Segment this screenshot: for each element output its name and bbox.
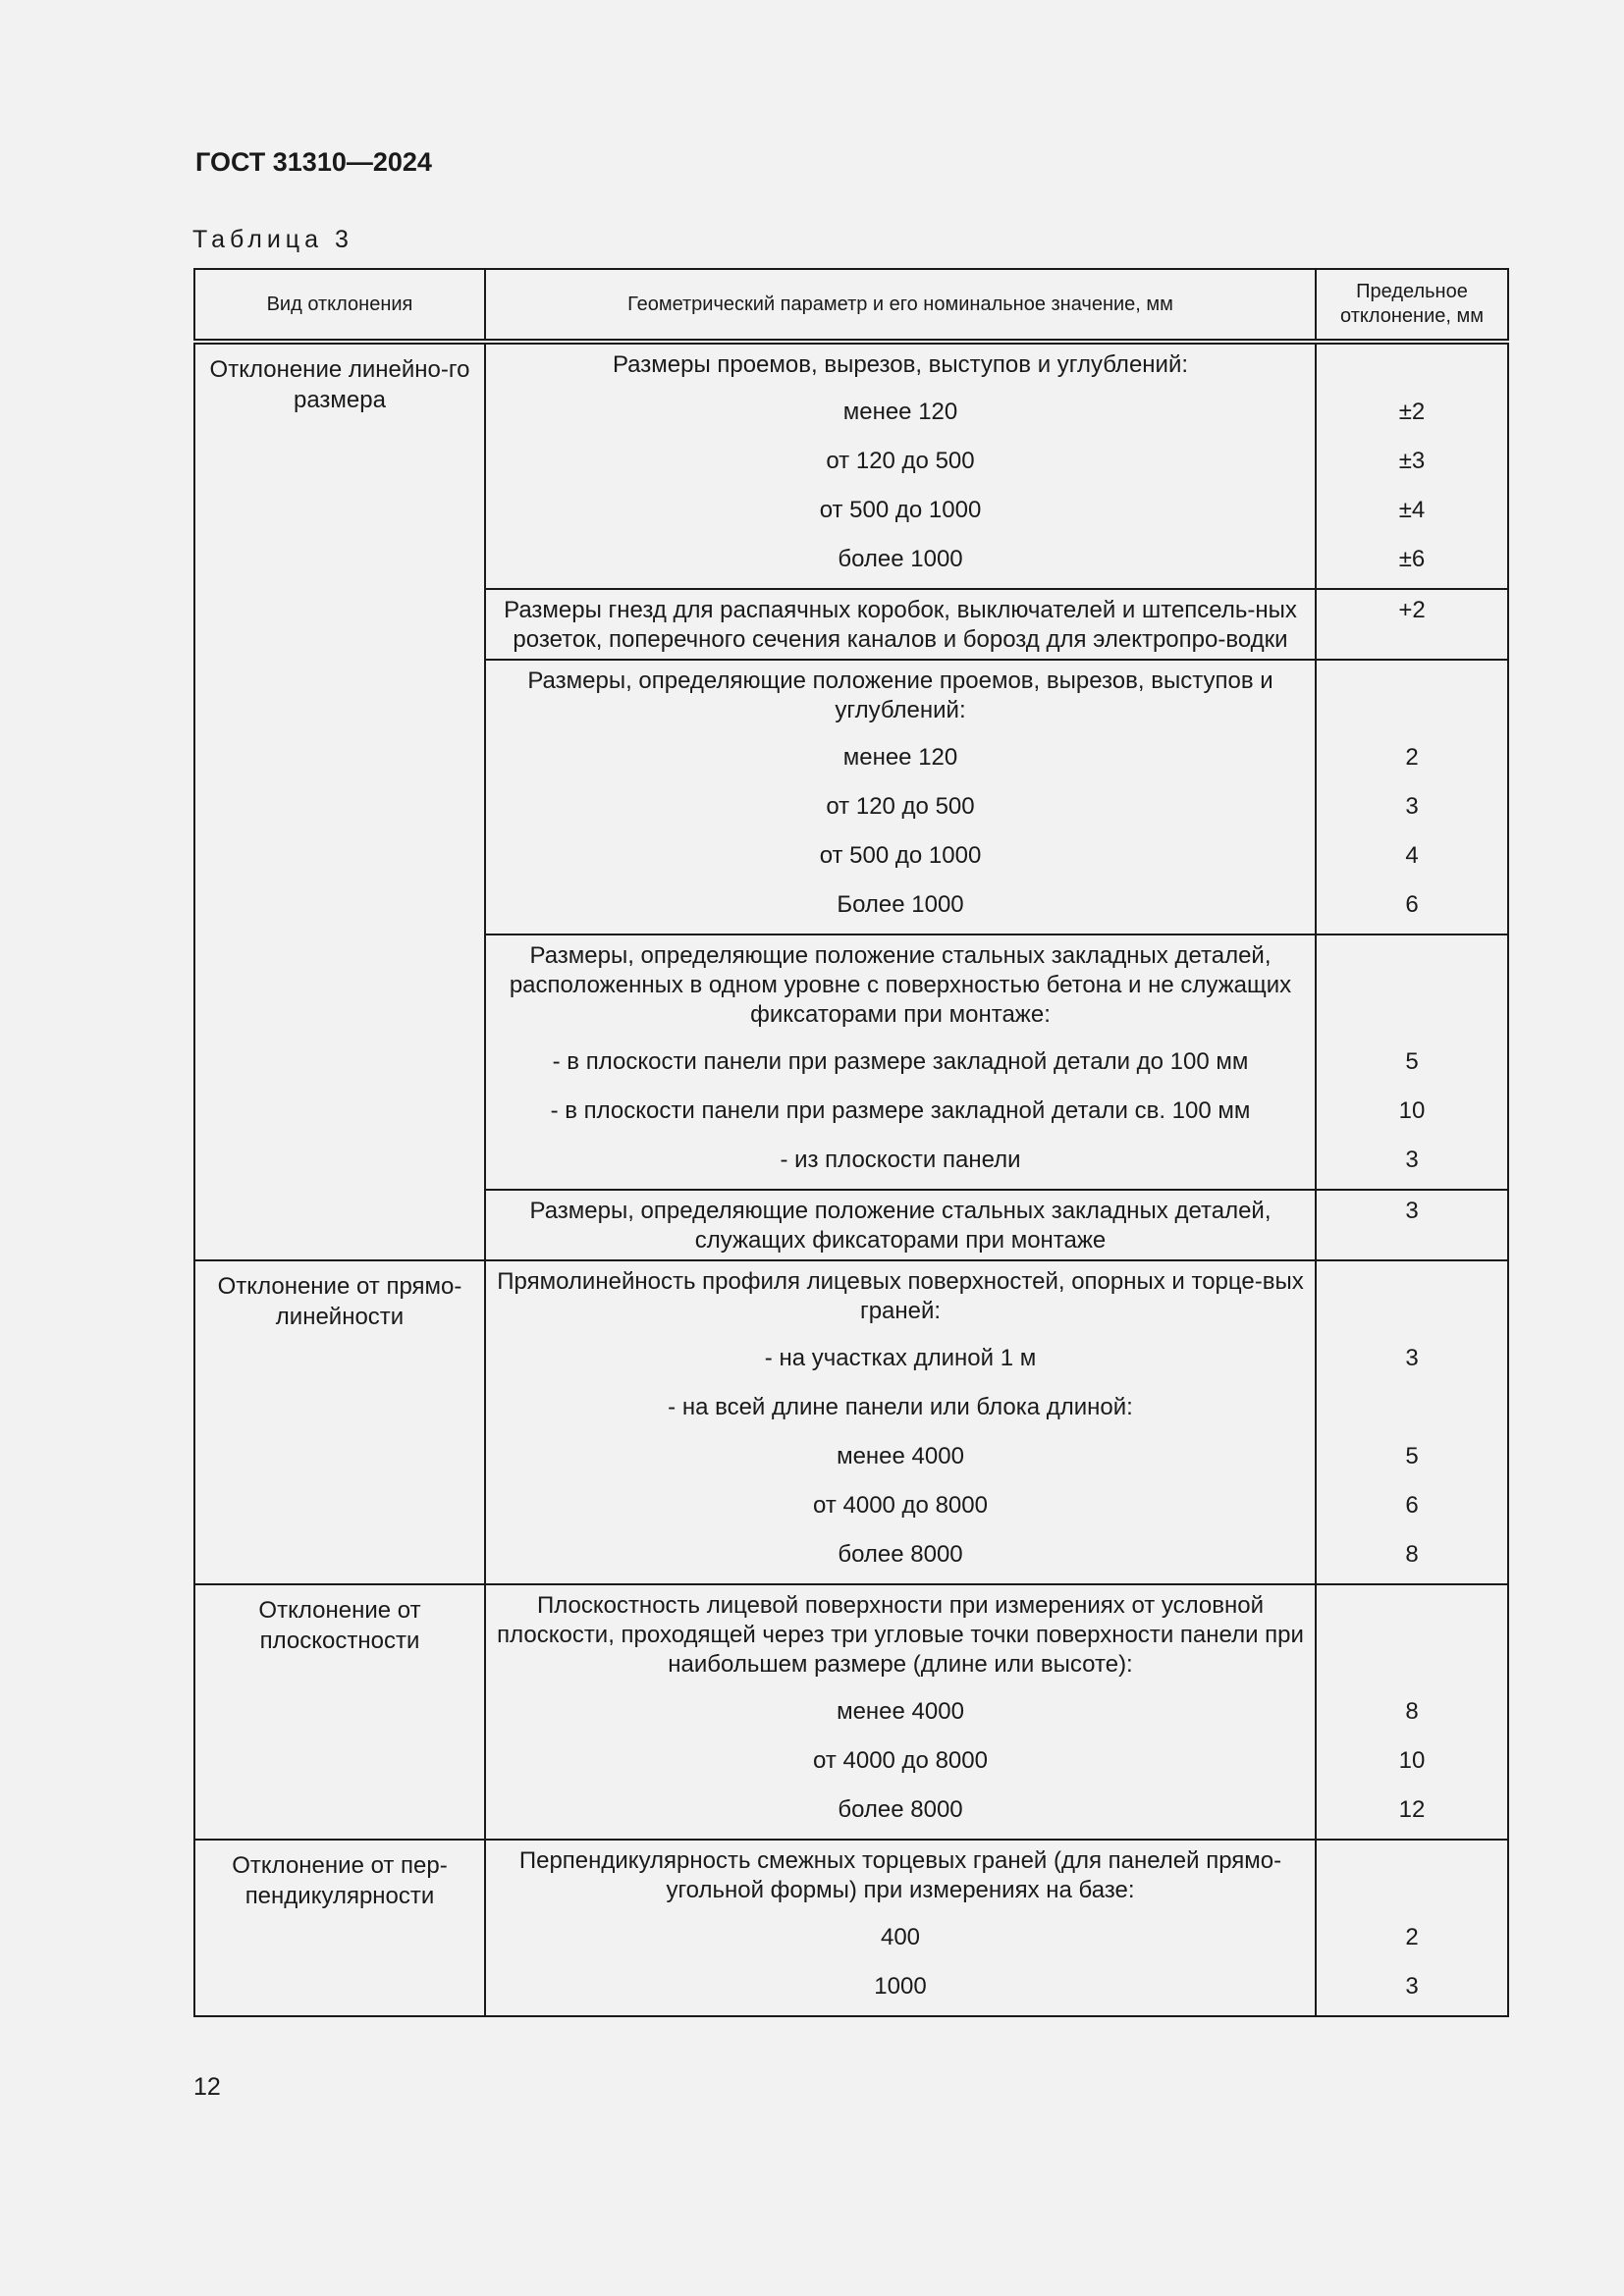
parameter-value: - на всей длине панели или блока длиной:: [668, 1394, 1133, 1420]
table-row: [194, 1840, 1508, 2016]
parameter-title-row: [486, 1585, 1507, 1687]
document-header: ГОСТ 31310—2024: [195, 147, 432, 177]
tolerance-value: +2: [1316, 590, 1507, 659]
parameter-value: - на участках длиной 1 м: [764, 1345, 1037, 1371]
deviation-kind: Отклонение от пер-пендикулярности: [194, 1840, 485, 2016]
parameter-list: [486, 1585, 1507, 1839]
deviation-kind: Отклонение от плоскостности: [194, 1584, 485, 1840]
parameter-title: Размеры, определяющие положение проемов, вырезов, выступов и углублений:: [527, 667, 1273, 723]
parameter-row: [486, 1136, 1507, 1189]
parameter-block: [485, 1260, 1508, 1584]
tolerance-value: 12: [1316, 1786, 1507, 1839]
deviation-kind: Отклонение от прямо-линейности: [194, 1260, 485, 1584]
table-header-row: [194, 269, 1508, 342]
parameter-title: Размеры проемов, вырезов, выступов и углублений:: [612, 351, 1189, 378]
parameter-value: более 8000: [838, 1796, 963, 1823]
parameter-title: Размеры, определяющие положение стальных закладных деталей, расположенных в одном уровне с поверхностью бетона и не служащих фиксаторами при монтаже:: [509, 942, 1292, 1028]
parameter-value: - в плоскости панели при размере закладной детали до 100 мм: [552, 1048, 1249, 1075]
tolerance-value: 4: [1316, 831, 1507, 881]
tolerance-value: [1316, 1261, 1507, 1334]
parameter-row: [486, 1736, 1507, 1786]
parameter-block: [485, 1190, 1508, 1260]
parameter-row: [486, 486, 1507, 535]
parameter-block: [485, 589, 1508, 660]
page-number: 12: [193, 2073, 221, 2101]
parameter-block: [485, 934, 1508, 1190]
tolerance-value: [1316, 1383, 1507, 1432]
tolerance-value: 3: [1316, 1962, 1507, 2015]
parameter-value: от 4000 до 8000: [813, 1747, 988, 1774]
parameter-list: [486, 345, 1507, 588]
parameter-row: [486, 437, 1507, 486]
table-body: [194, 342, 1508, 2016]
parameter-title-row: [486, 1261, 1507, 1334]
parameter-title: Прямолинейность профиля лицевых поверхностей, опорных и торце-вых граней:: [497, 1268, 1304, 1324]
tolerance-value: 10: [1316, 1736, 1507, 1786]
parameter-title-row: [486, 1191, 1507, 1259]
tolerance-value: 5: [1316, 1038, 1507, 1087]
tolerance-value: 2: [1316, 1913, 1507, 1962]
parameter-title: Размеры гнезд для распаячных коробок, выключателей и штепсель-ных розеток, поперечного сечения каналов и борозд для электропро-водки: [504, 597, 1297, 653]
parameter-row: [486, 1334, 1507, 1383]
deviation-kind: Отклонение линейно-го размера: [194, 342, 485, 1260]
tolerance-value: [1316, 345, 1507, 388]
header-kind: Вид отклонения: [194, 269, 485, 342]
parameter-row: [486, 1962, 1507, 2015]
tolerance-value: 3: [1316, 1136, 1507, 1189]
tolerance-value: [1316, 1841, 1507, 1913]
tolerance-value: ±3: [1316, 437, 1507, 486]
parameter-value: Более 1000: [837, 891, 964, 918]
tolerance-value: 8: [1316, 1530, 1507, 1583]
tolerance-value: 3: [1316, 782, 1507, 831]
parameter-value: от 120 до 500: [826, 448, 975, 474]
parameter-row: [486, 1038, 1507, 1087]
tolerance-value: 2: [1316, 733, 1507, 782]
parameter-row: [486, 1432, 1507, 1481]
parameter-list: [486, 1261, 1507, 1583]
tolerance-value: 6: [1316, 881, 1507, 934]
table-caption: Таблица 3: [192, 226, 353, 253]
tolerance-value: [1316, 935, 1507, 1038]
parameter-title-row: [486, 345, 1507, 388]
parameter-row: [486, 1687, 1507, 1736]
parameter-row: [486, 1087, 1507, 1136]
parameter-value: от 120 до 500: [826, 793, 975, 820]
parameter-title-row: [486, 590, 1507, 659]
parameter-block: [485, 342, 1508, 589]
parameter-list: [486, 1841, 1507, 2015]
tolerance-value: 10: [1316, 1087, 1507, 1136]
parameter-value: менее 120: [842, 399, 958, 425]
parameter-title-row: [486, 661, 1507, 733]
parameter-value: менее 4000: [837, 1443, 964, 1469]
parameter-title-row: [486, 1841, 1507, 1913]
parameter-row: [486, 388, 1507, 437]
tolerance-value: 6: [1316, 1481, 1507, 1530]
header-tolerance: Предельное отклонение, мм: [1316, 269, 1508, 342]
table-row: [194, 342, 1508, 589]
parameter-value: от 500 до 1000: [819, 842, 982, 869]
parameter-value: от 500 до 1000: [819, 497, 982, 523]
header-param: Геометрический параметр и его номинальное значение, мм: [485, 269, 1316, 342]
parameter-list: [486, 590, 1507, 659]
table-row: [194, 1584, 1508, 1840]
parameter-value: менее 4000: [837, 1698, 964, 1725]
parameter-value: - из плоскости панели: [780, 1147, 1021, 1173]
parameter-row: [486, 831, 1507, 881]
parameter-row: [486, 535, 1507, 588]
parameter-title-row: [486, 935, 1507, 1038]
parameter-row: [486, 1383, 1507, 1432]
parameter-value: более 1000: [838, 546, 963, 572]
parameter-list: [486, 661, 1507, 934]
tolerance-value: 3: [1316, 1334, 1507, 1383]
parameter-row: [486, 782, 1507, 831]
tolerance-value: 3: [1316, 1191, 1507, 1259]
parameter-value: менее 120: [842, 744, 958, 771]
tolerance-value: ±4: [1316, 486, 1507, 535]
parameter-value: более 8000: [838, 1541, 963, 1568]
parameter-row: [486, 733, 1507, 782]
parameter-value: 400: [880, 1924, 921, 1950]
tolerance-value: 5: [1316, 1432, 1507, 1481]
parameter-value: от 4000 до 8000: [813, 1492, 988, 1519]
parameter-row: [486, 1913, 1507, 1962]
tolerance-value: ±6: [1316, 535, 1507, 588]
parameter-title: Размеры, определяющие положение стальных закладных деталей, служащих фиксаторами при монтаже: [529, 1198, 1272, 1254]
parameter-block: [485, 1584, 1508, 1840]
parameter-block: [485, 1840, 1508, 2016]
parameter-row: [486, 1481, 1507, 1530]
parameter-block: [485, 660, 1508, 934]
parameter-value: 1000: [874, 1973, 927, 2000]
tolerance-value: [1316, 661, 1507, 733]
tolerance-value: ±2: [1316, 388, 1507, 437]
parameter-list: [486, 935, 1507, 1189]
tolerance-value: 8: [1316, 1687, 1507, 1736]
deviation-table: [193, 268, 1509, 2017]
table-row: [194, 1260, 1508, 1584]
tolerance-value: [1316, 1585, 1507, 1687]
parameter-title: Перпендикулярность смежных торцевых граней (для панелей прямо-угольной формы) при измерениях на базе:: [518, 1847, 1282, 1903]
parameter-value: - в плоскости панели при размере закладной детали св. 100 мм: [550, 1097, 1251, 1124]
parameter-row: [486, 1786, 1507, 1839]
parameter-list: [486, 1191, 1507, 1259]
parameter-row: [486, 881, 1507, 934]
parameter-title: Плоскостность лицевой поверхности при измерениях от условной плоскости, проходящей через три угловые точки поверхности панели при наибольшем размере (длине или высоте):: [497, 1592, 1304, 1678]
parameter-row: [486, 1530, 1507, 1583]
